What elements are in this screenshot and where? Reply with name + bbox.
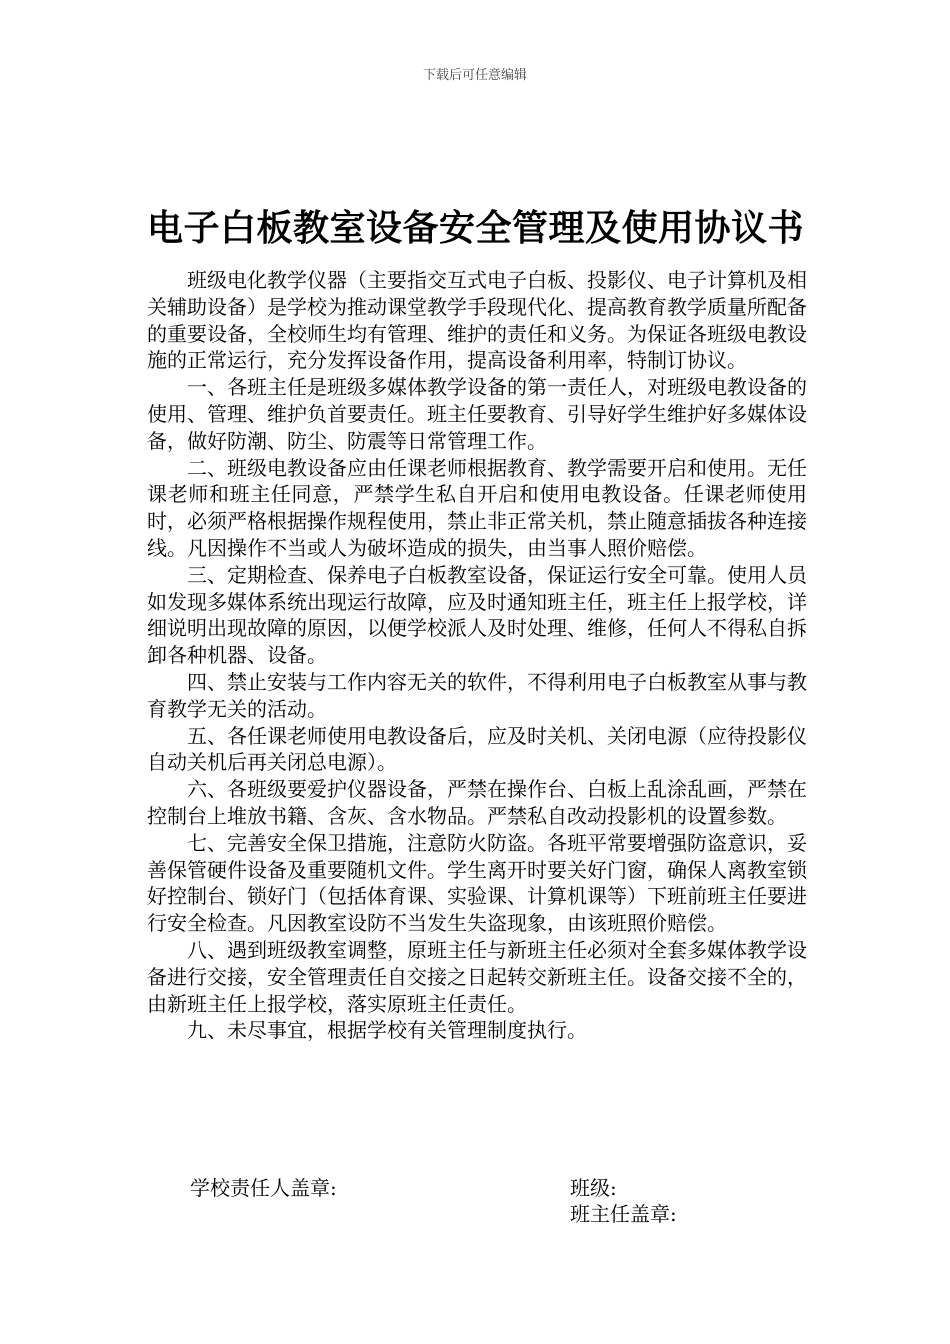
- paragraph-clause-9: 九、未尽事宜，根据学校有关管理制度执行。: [187, 1018, 587, 1043]
- paragraph-clause-2: 二、班级电教设备应由任课老师根据教育、教学需要开启和使用。无任课老师和班主任同意，严禁学生私自开启和使用电教设备。任课老师使用时，必须严格根据操作规程使用，禁止非正常关机，禁止随意插拔各种连接线。凡因操作不当或人为破坏造成的损失，由当事人照价赔偿。: [147, 455, 807, 560]
- paragraph-clause-8: 八、遇到班级教室调整，原班主任与新班主任必须对全套多媒体教学设备进行交接，安全管理责任自交接之日起转交新班主任。设备交接不全的，由新班主任上报学校，落实原班主任责任。: [147, 937, 807, 1016]
- header-note: 下载后可任意编辑: [422, 68, 527, 83]
- paragraph-clause-1: 一、各班主任是班级多媒体教学设备的第一责任人，对班级电教设备的使用、管理、维护负首要责任。班主任要教育、引导好学生维护好多媒体设备，做好防潮、防尘、防震等日常管理工作。: [147, 375, 807, 453]
- head-teacher-seal-label: 班主任盖章:: [570, 1202, 677, 1226]
- paragraph-clause-7: 七、完善安全保卫措施，注意防火防盗。各班平常要增强防盗意识，妥善保管硬件设备及重要随机文件。学生离开时要关好门窗，确保人离教室锁好控制台、锁好门（包括体育课、实验课、计算机课等）下班前班主任要进行安全检查。凡因教室设防不当发生失盗现象，由该班照价赔偿。: [147, 830, 807, 936]
- paragraph-clause-3: 三、定期检查、保养电子白板教室设备，保证运行安全可靠。使用人员如发现多媒体系统出现运行故障，应及时通知班主任，班主任上报学校，详细说明出现故障的原因，以便学校派人及时处理、维修，任何人不得私自拆卸各种机器、设备。: [147, 562, 807, 668]
- paragraph-intro: 班级电化教学仪器（主要指交互式电子白板、投影仪、电子计算机及相关辅助设备）是学校为推动课堂教学手段现代化、提高教育教学质量所配备的重要设备，全校师生均有管理、维护的责任和义务。为保证各班级电教设施的正常运行，充分发挥设备作用，提高设备利用率，特制订协议。: [147, 268, 807, 373]
- paragraph-clause-6: 六、各班级要爱护仪器设备，严禁在操作台、白板上乱涂乱画，严禁在控制台上堆放书籍、含灰、含水物品。严禁私自改动投影机的设置参数。: [147, 777, 807, 828]
- paragraph-clause-5: 五、各任课老师使用电教设备后，应及时关机、关闭电源（应待投影仪自动关机后再关闭总电源）。: [147, 723, 807, 775]
- document-title: 电子白板教室设备安全管理及使用协议书: [147, 208, 805, 249]
- school-seal-label: 学校责任人盖章:: [190, 1176, 337, 1200]
- class-label: 班级:: [570, 1176, 617, 1200]
- paragraph-clause-4: 四、禁止安装与工作内容无关的软件，不得利用电子白板教室从事与教育教学无关的活动。: [147, 669, 807, 721]
- document-body: [147, 267, 807, 1044]
